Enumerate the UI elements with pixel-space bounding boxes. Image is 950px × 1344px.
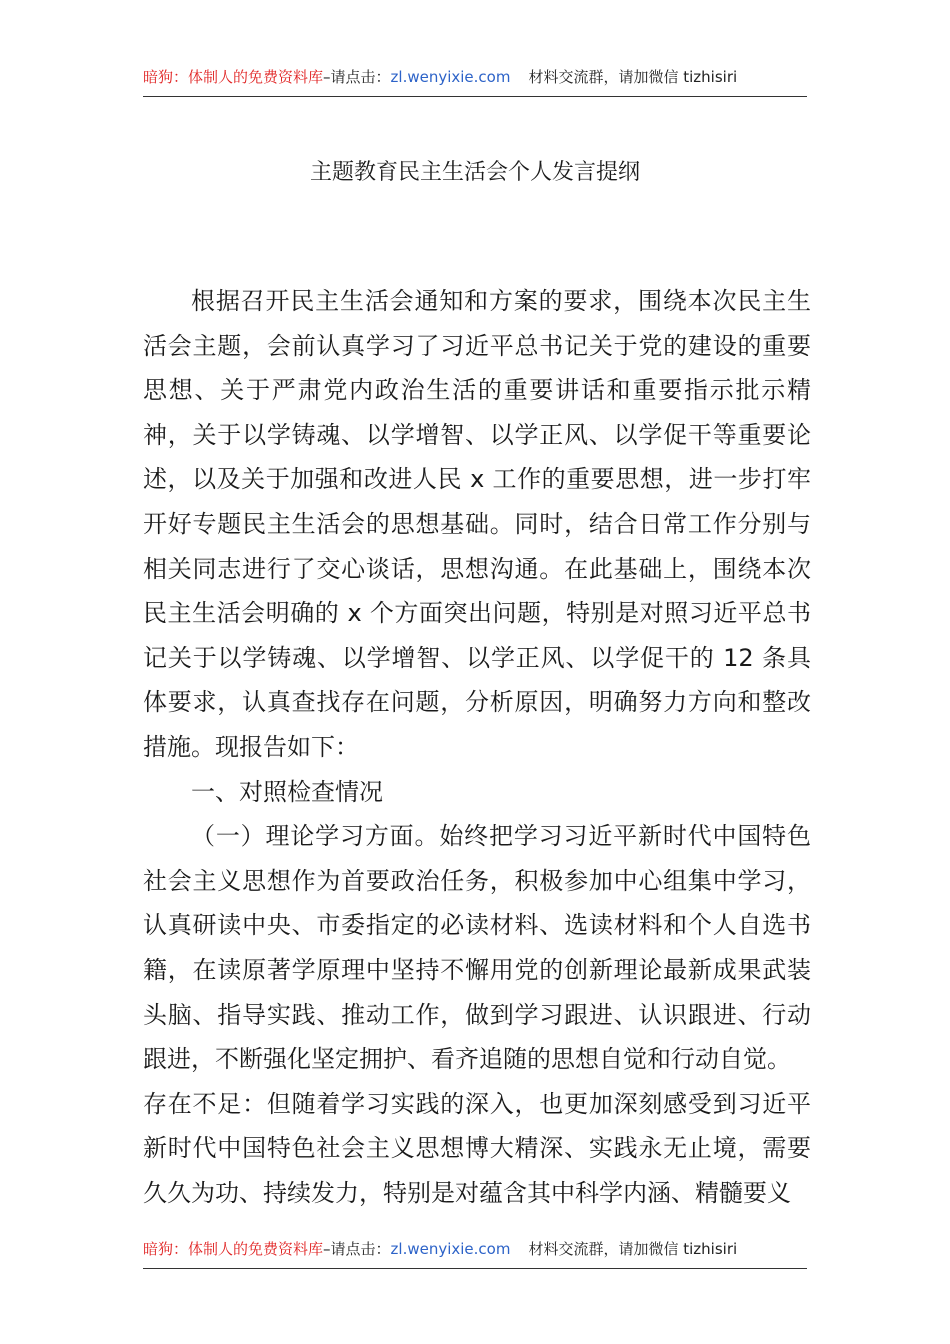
- banner-group-note: 材料交流群，请加微信 tizhisiri: [528, 1240, 738, 1258]
- banner-click-prefix: –请点击：: [323, 68, 391, 86]
- header-banner: [143, 66, 807, 97]
- banner-group-note: 材料交流群，请加微信 tizhisiri: [528, 68, 738, 86]
- intro-paragraph: 根据召开民主生活会通知和方案的要求，围绕本次民主生活会主题，会前认真学习了习近平总书记关于党的建设的重要思想、关于严肃党内政治生活的重要讲话和重要指示批示精神，关于以学铸魂、以学增智、以学正风、以学促干等重要论述，以及关于加强和改进人民 x 工作的重要思想，进一步打牢开好专题民主生活会的思想基础。同时，结合日常工作分别与相关同志进行了交心谈话，思想沟通。在此基础上，围绕本次民主生活会明确的 x 个方面突出问题，特别是对照习近平总书记关于以学铸魂、以学增智、以学正风、以学促干的 12 条具体要求，认真查找存在问题，分析原因，明确努力方向和整改措施。现报告如下：: [143, 287, 811, 761]
- theory-paragraph: （一）理论学习方面。始终把学习习近平新时代中国特色社会主义思想作为首要政治任务，积极参加中心组集中学习，认真研读中央、市委指定的必读材料、选读材料和个人自选书籍，在读原著学原理中坚持不懈用党的创新理论最新成果武装头脑、指导实践、推动工作，做到学习跟进、认识跟进、行动跟进，不断强化坚定拥护、看齐追随的思想自觉和行动自觉。: [143, 822, 811, 1074]
- section-heading: 一、对照检查情况: [191, 777, 383, 806]
- banner-site-name: 暗狗：体制人的免费资料库: [143, 1240, 324, 1258]
- banner-url-link[interactable]: zl.wenyixie.com: [390, 68, 511, 86]
- shortcoming-paragraph: 存在不足：但随着学习实践的深入，也更加深刻感受到习近平新时代中国特色社会主义思想博大精深、实践永无止境，需要久久为功、持续发力，特别是对蕴含其中科学内涵、精髓要义: [143, 1089, 811, 1207]
- footer-banner: [143, 1238, 807, 1269]
- banner-url-link[interactable]: zl.wenyixie.com: [390, 1240, 511, 1258]
- document-title: 主题教育民主生活会个人发言提纲: [309, 160, 640, 185]
- banner-site-name: 暗狗：体制人的免费资料库: [143, 68, 324, 86]
- banner-click-prefix: –请点击：: [323, 1240, 391, 1258]
- document-body: [143, 279, 811, 1215]
